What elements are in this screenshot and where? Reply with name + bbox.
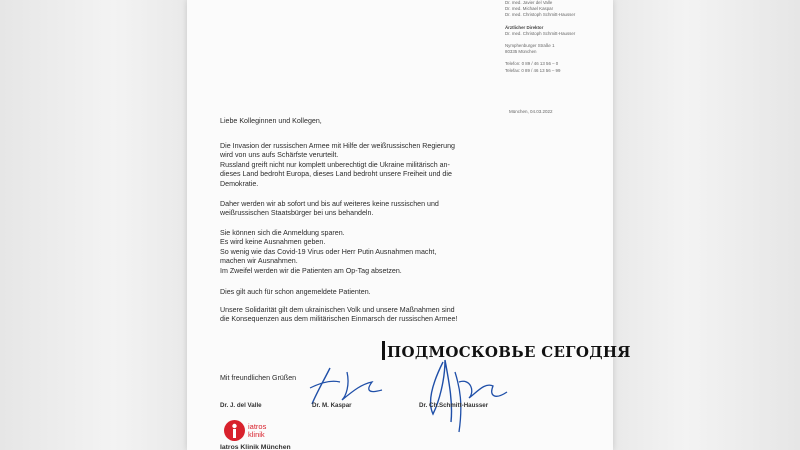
- background-right: [610, 0, 800, 450]
- text-line: Sie können sich die Anmeldung sparen.: [220, 229, 345, 237]
- background-left: [0, 0, 190, 450]
- text-line: Es wird keine Ausnahmen geben.: [220, 238, 326, 247]
- director-name: Dr. med. Christoph Schmitt-Hausser: [505, 30, 576, 36]
- text-line: Im Zweifel werden wir die Patienten am Op-Tag absetzen.: [220, 266, 402, 275]
- signer-name: Dr. J. del Valle: [220, 402, 262, 409]
- doctor-name: Dr. med. Christoph Schmitt-Hausser: [505, 12, 576, 18]
- paragraph-invasion: [220, 142, 455, 189]
- clinic-logo-icon: [224, 420, 245, 441]
- paragraph-solidarity: [220, 306, 457, 325]
- address-street: Nymphenburger Straße 1: [505, 43, 555, 49]
- text-line: Daher werden wir ab sofort und bis auf weiteres keine russischen und: [220, 200, 439, 208]
- text-line: die Konsequenzen aus dem militärischen Einmarsch der russischen Armee!: [220, 315, 458, 324]
- director-title: Ärztlicher Direktor: [505, 24, 544, 30]
- fax-number: Telefax: 0 89 / 46 13 56 – 99: [505, 67, 561, 73]
- letter-date: München, 04.03.2022: [509, 109, 553, 114]
- paragraph-decision: [220, 200, 439, 219]
- watermark-bracket: [382, 341, 385, 360]
- letter-page: [187, 0, 613, 450]
- address-city: 80335 München: [505, 49, 537, 55]
- clinic-logo-text: iatros klinik: [248, 422, 267, 439]
- text-line: Unsere Solidarität gilt dem ukrainischen Volk und unsere Maßnahmen sind: [220, 306, 455, 314]
- news-watermark: ПОДМОСКОВЬЕ СЕГОДНЯ: [382, 341, 631, 363]
- greeting: Liebe Kolleginnen und Kollegen,: [220, 117, 322, 125]
- text-line: wird von uns aufs Schärfste verurteilt.: [220, 151, 339, 160]
- signer-name: Dr. M. Kaspar: [312, 402, 352, 409]
- text-line: Die Invasion der russischen Armee mit Hilfe der weißrussischen Regierung: [220, 142, 455, 150]
- text-line: machen wir Ausnahmen.: [220, 257, 298, 266]
- letterhead: [505, 0, 610, 74]
- text-line: So wenig wie das Covid-19 Virus oder Herr Putin Ausnahmen macht,: [220, 247, 437, 256]
- text-line: dieses Land bedroht Europa, dieses Land bedroht unsere Freiheit und die: [220, 170, 452, 179]
- text-line: Russland greift nicht nur komplett unberechtigt die Ukraine militärisch an-: [220, 160, 450, 169]
- text-line: Demokratie.: [220, 179, 259, 188]
- text-line: weißrussischen Staatsbürger bei uns behandeln.: [220, 209, 374, 218]
- doctor-name: Dr. med. Michael Kaspar: [505, 6, 554, 12]
- signature-schmitt-hausser: [415, 352, 525, 442]
- phone-number: Telefon: 0 89 / 46 13 56 – 0: [505, 61, 559, 67]
- paragraph-no-exceptions: [220, 229, 436, 276]
- signer-name: Dr. Ch.Schmitt-Hausser: [419, 402, 489, 409]
- closing-line: Mit freundlichen Grüßen: [220, 374, 297, 382]
- paragraph-registered-patients: Dies gilt auch für schon angemeldete Patienten.: [220, 288, 371, 296]
- doctor-name: Dr. med. Javier del Valle: [505, 0, 553, 5]
- clinic-name: Iatros Klinik München: [220, 444, 291, 450]
